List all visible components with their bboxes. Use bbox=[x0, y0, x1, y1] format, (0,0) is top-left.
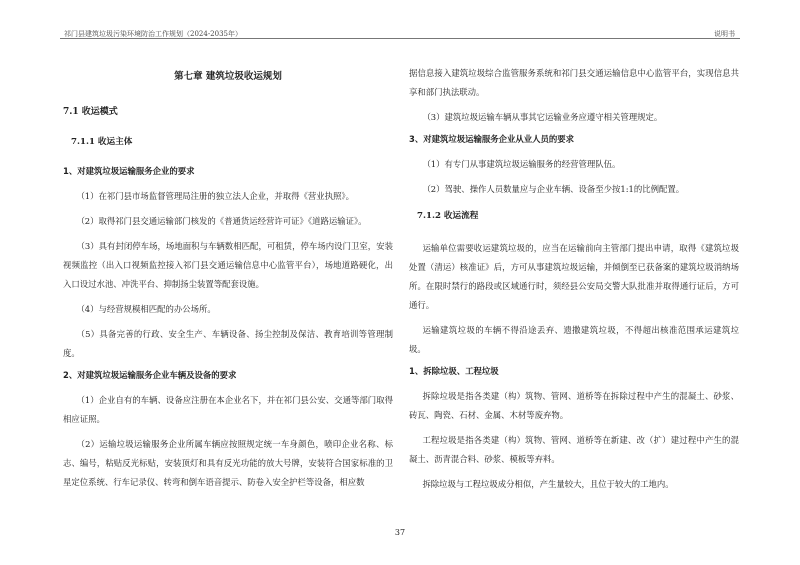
paragraph: （2）运输垃圾运输服务企业所属车辆应按照规定统一车身颜色，喷印企业名称、标志、编号，粘贴反光标贴，安装顶灯和具有反光功能的放大号牌，安装符合国家标准的卫星定位系统、行车记录仪、转弯和倒车语音提示、防卷入安全护栏等设备，相应数 bbox=[63, 439, 393, 487]
paragraph: 运输建筑垃圾的车辆不得沿途丢弃、遗撒建筑垃圾，不得超出核准范围承运建筑垃圾。 bbox=[409, 325, 739, 354]
subsection-heading: 7.1.2 收运流程 bbox=[417, 211, 479, 221]
left-column bbox=[63, 64, 393, 498]
paragraph: （5）具备完善的行政、安全生产、车辆设备、扬尘控制及保洁、教育培训等管理制度。 bbox=[63, 329, 393, 358]
waste-type-heading: 1、拆除垃圾、工程垃圾 bbox=[409, 366, 499, 376]
paragraph: 拆除垃圾与工程垃圾成分相似，产生量较大，且位于较大的工地内。 bbox=[422, 479, 674, 489]
paragraph: （4）与经营规模相匹配的办公场所。 bbox=[76, 304, 216, 314]
paragraph: 据信息接入建筑垃圾综合监管服务系统和祁门县交通运输信息中心监管平台，实现信息共享和部门执法联动。 bbox=[409, 68, 739, 97]
chapter-title: 第七章 建筑垃圾收运规划 bbox=[174, 71, 282, 82]
paragraph: （1）企业自有的车辆、设备应注册在本企业名下，并在祁门县公安、交通等部门取得相应证照。 bbox=[63, 395, 393, 424]
paragraph: （3）具有封闭停车场，场地面积与车辆数相匹配，可租赁，停车场内设门卫室，安装视频监控（出入口视频监控接入祁门县交通运输信息中心监管平台），场地道路硬化，出入口设过水池、冲洗平台、抑制扬尘装置等配套设施。 bbox=[63, 241, 393, 289]
page-header bbox=[0, 0, 800, 40]
page-number: 37 bbox=[394, 528, 406, 537]
paragraph: 拆除垃圾是指各类建（构）筑物、管网、道桥等在拆除过程中产生的混凝土、砂浆、砖瓦、陶瓷、石材、金属、木材等废弃物。 bbox=[409, 391, 739, 420]
header-rule bbox=[60, 38, 740, 39]
header-document-title: 祁门县建筑垃圾污染环境防治工作规划（2024-2035年） bbox=[64, 30, 242, 38]
paragraph: 运输单位需要收运建筑垃圾的，应当在运输前向主管部门提出申请，取得《建筑垃圾处置（清运）核准证》后，方可从事建筑垃圾运输，并倾倒至已获备案的建筑垃圾消纳场所。在限时禁行的路段或区域通行时，须经县公安局交警大队批准并取得通行证后，方可通行。 bbox=[409, 243, 739, 310]
paragraph: （3）建筑垃圾运输车辆从事其它运输业务应遵守相关管理规定。 bbox=[422, 112, 663, 122]
subsection-heading: 7.1.1 收运主体 bbox=[71, 137, 133, 147]
paragraph: （2）驾驶、操作人员数量应与企业车辆、设备至少按1:1的比例配置。 bbox=[422, 184, 685, 194]
requirement-heading-enterprise: 1、对建筑垃圾运输服务企业的要求 bbox=[63, 166, 195, 176]
header-doc-type: 说明书 bbox=[714, 30, 735, 38]
right-column bbox=[409, 64, 739, 500]
paragraph: （1）有专门从事建筑垃圾运输服务的经营管理队伍。 bbox=[422, 159, 621, 169]
section-heading: 7.1 收运模式 bbox=[63, 107, 118, 117]
requirement-heading-staff: 3、对建筑垃圾运输服务企业从业人员的要求 bbox=[409, 134, 574, 144]
paragraph: （2）取得祁门县交通运输部门核发的《普通货运经营许可证》《道路运输证》。 bbox=[76, 216, 367, 226]
paragraph: 工程垃圾是指各类建（构）筑物、管网、道桥等在新建、改（扩）建过程中产生的混凝土、沥青混合料、砂浆、模板等弃料。 bbox=[409, 435, 739, 464]
paragraph: （1）在祁门县市场监督管理局注册的独立法人企业，并取得《营业执照》。 bbox=[76, 191, 354, 201]
requirement-heading-vehicles: 2、对建筑垃圾运输服务企业车辆及设备的要求 bbox=[63, 370, 237, 380]
